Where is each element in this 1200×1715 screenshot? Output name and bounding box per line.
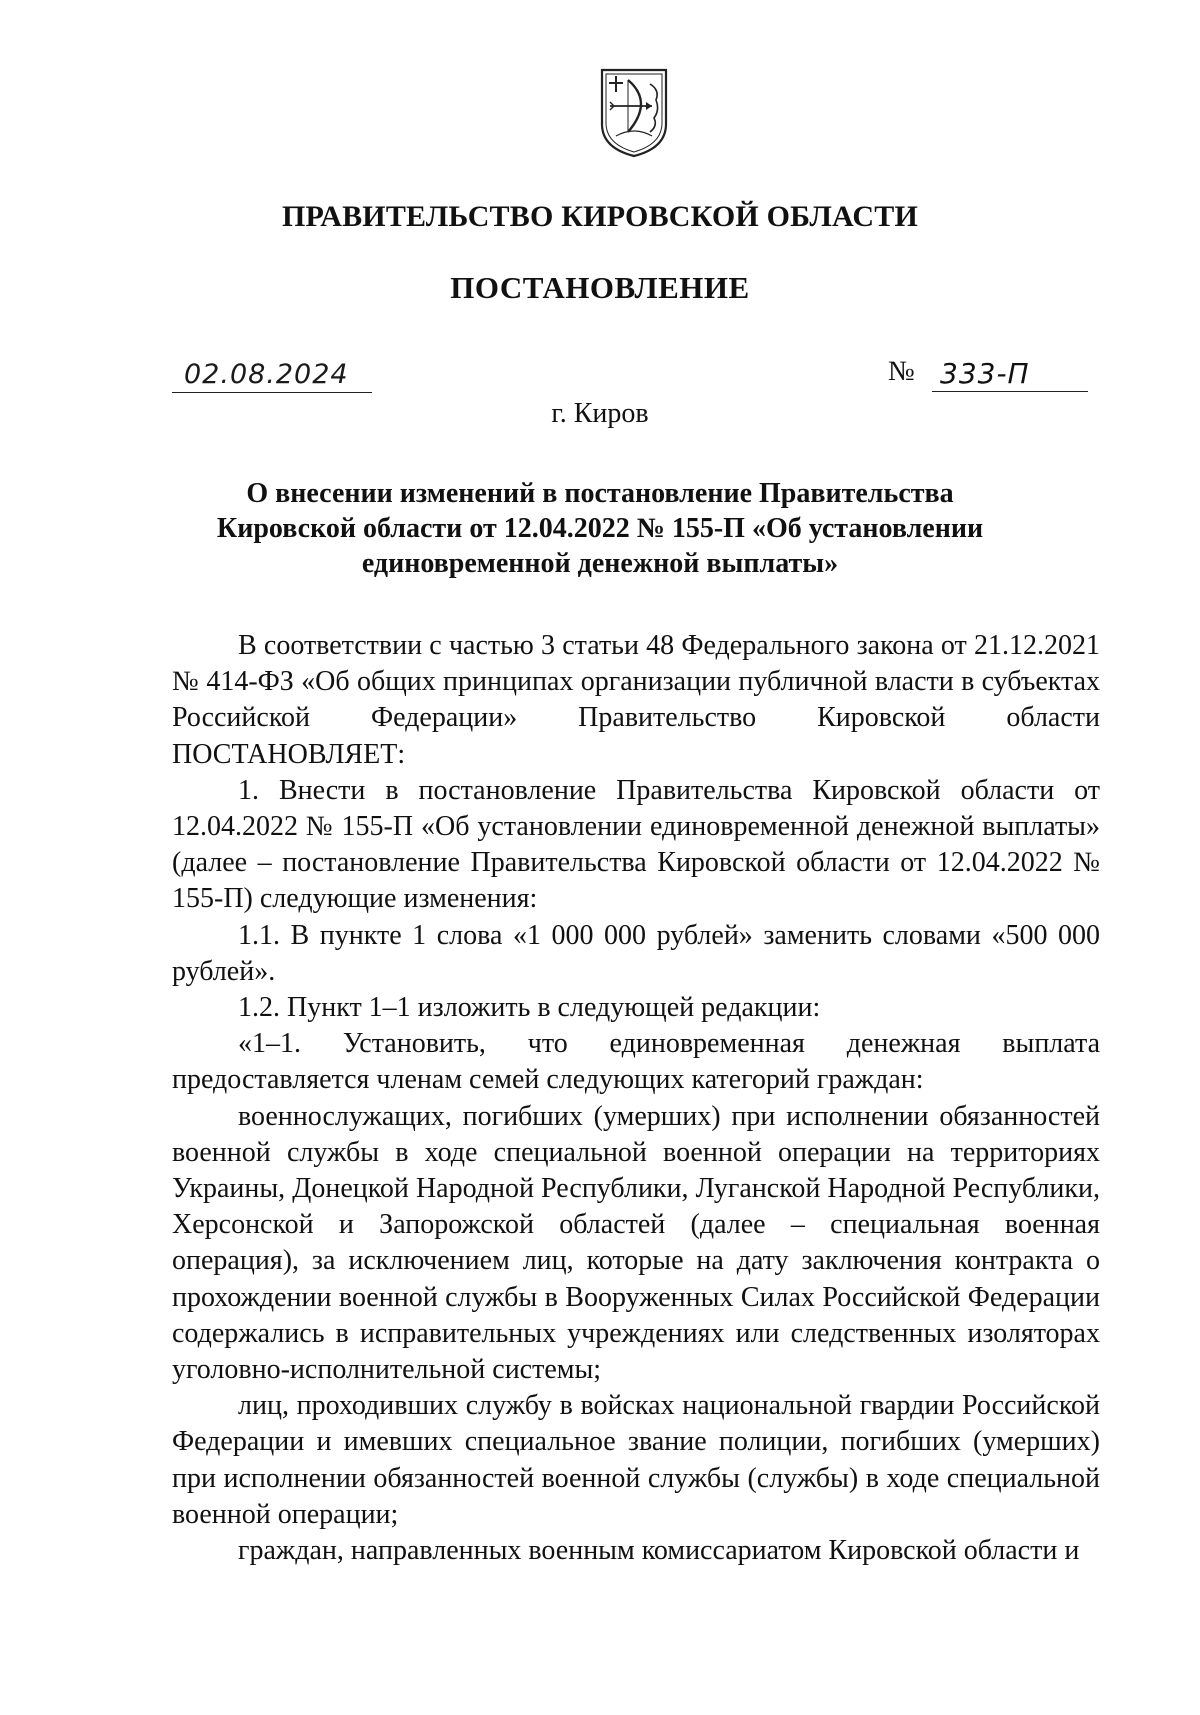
body-paragraph: «1–1. Установить, что единовременная денежная выплата предоставляется членам семей следующих категорий граждан: (172, 1028, 1100, 1096)
body-paragraph: 1.2. Пункт 1–1 изложить в следующей редакции: (238, 992, 821, 1024)
body-paragraph: 1.1. В пункте 1 слова «1 000 000 рублей» заменить словами «500 000 рублей». (172, 919, 1100, 987)
document-subject (200, 476, 1000, 581)
document-date: 02.08.2024 (184, 359, 349, 390)
document-number-field (888, 354, 1088, 392)
body-paragraph: граждан, направленных военным комиссариатом Кировской области и (238, 1535, 1080, 1567)
body-paragraph: 1. Внести в постановление Правительства Кировской области от 12.04.2022 № 155-П «Об установлении единовременной денежной выплаты» (далее – постановление Правительства Кировской области от 12.04.2022 № 155-П) следующие изменения: (172, 774, 1100, 915)
subject-line: О внесении изменений в постановление Правительства (246, 478, 954, 509)
body-paragraph: лиц, проходивших службу в войсках национальной гвардии Российской Федерации и имевших специальное звание полиции, погибших (умерших) при исполнении обязанностей военной службы (службы) в ходе специальной военной операции; (172, 1390, 1100, 1530)
organization-title: ПРАВИТЕЛЬСТВО КИРОВСКОЙ ОБЛАСТИ (282, 200, 918, 233)
body-paragraph: В соответствии с частью 3 статьи 48 Федерального закона от 21.12.2021 № 414-ФЗ «Об общих принципах организации публичной власти в субъектах Российской Федерации» Правительство Кировской области ПОСТАНОВЛЯЕТ: (172, 630, 1100, 770)
subject-line: единовременной денежной выплаты» (361, 548, 839, 579)
number-sign: № (888, 356, 915, 387)
kirov-coat-of-arms-icon (598, 66, 670, 160)
body-paragraph: военнослужащих, погибших (умерших) при исполнении обязанностей военной службы в ходе специальной военной операции на территориях Украины, Донецкой Народной Республики, Луганской Народной Республики, Херсонской и Запорожской областей (далее – специальная военная операция), за исключением лиц, которые на дату заключения контракта о прохождении военной службы в Вооруженных Силах Российской Федерации содержались в исправительных учреждениях или следственных изоляторах уголовно-исполнительной системы; (172, 1100, 1100, 1386)
document-type-title: ПОСТАНОВЛЕНИЕ (450, 270, 750, 305)
number-underline (932, 391, 1088, 392)
document-city: г. Киров (551, 398, 649, 429)
document-number: 333-П (940, 357, 1030, 390)
document-body (172, 628, 1100, 1569)
document-date-field (172, 356, 372, 393)
subject-line: Кировской области от 12.04.2022 № 155-П «Об установлении (216, 513, 984, 544)
